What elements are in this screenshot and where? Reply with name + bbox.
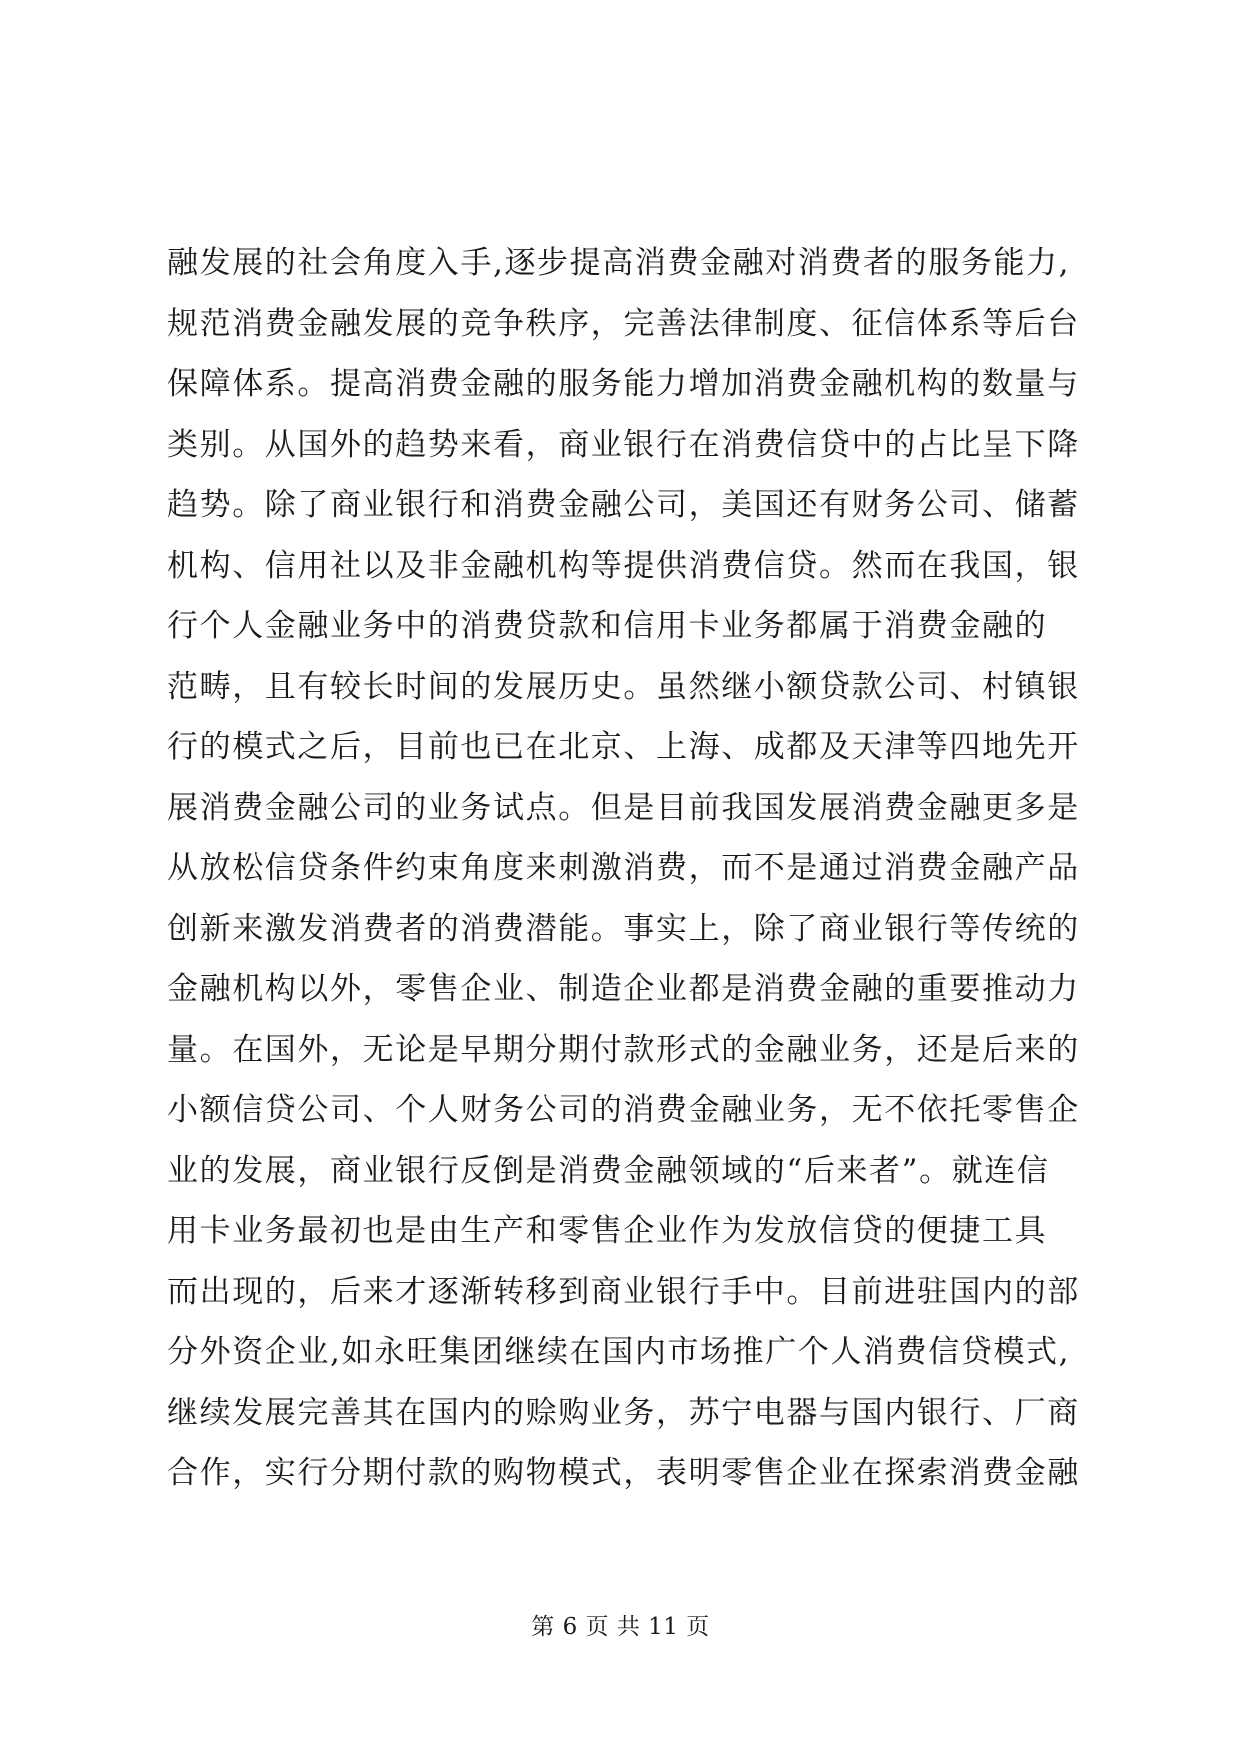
text-line: 趋势。除了商业银行和消费金融公司，美国还有财务公司、储蓄	[167, 487, 1080, 523]
text-line: 合作，实行分期付款的购物模式，表明零售企业在探索消费金融	[167, 1455, 1080, 1491]
text-line: 规范消费金融发展的竞争秩序，完善法律制度、征信体系等后台	[167, 305, 1080, 342]
text-line: 保障体系。提高消费金融的服务能力增加消费金融机构的数量与	[167, 366, 1080, 402]
text-line: 从放松信贷条件约束角度来刺激消费，而不是通过消费金融产品	[167, 850, 1080, 886]
text-line: 行个人金融业务中的消费贷款和信用卡业务都属于消费金融的	[167, 608, 1048, 644]
text-line: 行的模式之后，目前也已在北京、上海、成都及天津等四地先开	[167, 729, 1080, 765]
text-line: 范畴，且有较长时间的发展历史。虽然继小额贷款公司、村镇银	[167, 668, 1080, 705]
text-line: 类别。从国外的趋势来看，商业银行在消费信贷中的占比呈下降	[167, 426, 1080, 463]
text-line: 业的发展，商业银行反倒是消费金融领域的“后来者”。就连信	[167, 1152, 1050, 1189]
text-line: 机构、信用社以及非金融机构等提供消费信贷。然而在我国，银	[167, 547, 1080, 584]
text-line: 金融机构以外，零售企业、制造企业都是消费金融的重要推动力	[167, 971, 1080, 1007]
text-line: 用卡业务最初也是由生产和零售企业作为发放信贷的便捷工具	[167, 1213, 1048, 1249]
text-line: 分外资企业,如永旺集团继续在国内市场推广个人消费信贷模式,	[167, 1334, 1071, 1370]
text-line: 而出现的，后来才逐渐转移到商业银行手中。目前进驻国内的部	[167, 1273, 1080, 1310]
body-text	[167, 233, 1127, 1504]
text-line: 小额信贷公司、个人财务公司的消费金融业务，无不依托零售企	[167, 1092, 1080, 1128]
page-number-footer: 第 6 页 共 11 页	[531, 1614, 710, 1640]
text-line: 展消费金融公司的业务试点。但是目前我国发展消费金融更多是	[167, 789, 1080, 826]
text-line: 量。在国外，无论是早期分期付款形式的金融业务，还是后来的	[167, 1031, 1080, 1068]
text-line: 继续发展完善其在国内的赊购业务，苏宁电器与国内银行、厂商	[167, 1394, 1080, 1431]
text-line: 创新来激发消费者的消费潜能。事实上，除了商业银行等传统的	[167, 910, 1080, 947]
text-line: 融发展的社会角度入手,逐步提高消费金融对消费者的服务能力,	[167, 245, 1071, 281]
